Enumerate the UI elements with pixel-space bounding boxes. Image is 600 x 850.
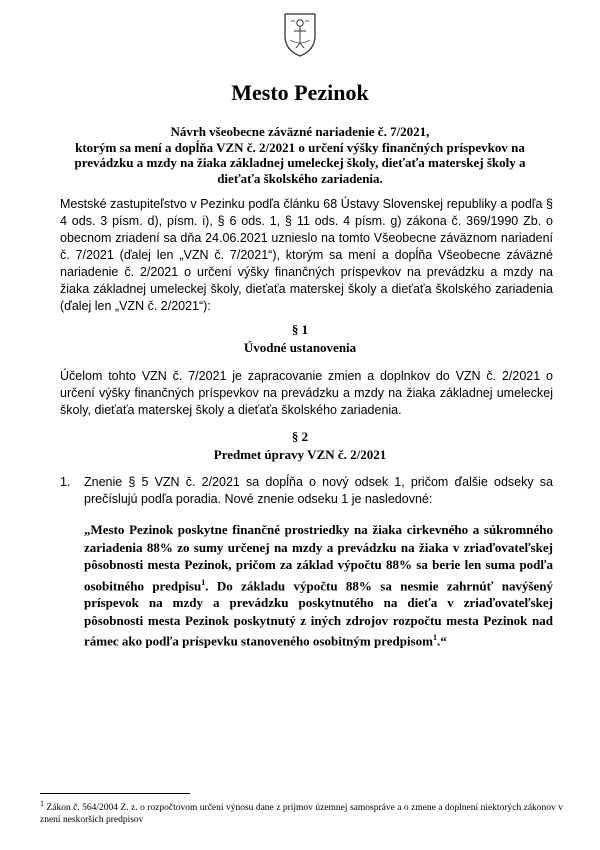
quote-part-2: . Do základu výpočtu 88% sa nesmie zahrnúť navýšený príspevok na mzdy a prevádzku poskytnutého na dieťa v zriaďovateľskej pôsobnosti mesta Pezinok poskytnutý z iných zdrojov rozpočtu mesta Pezinok nad rámec ako podľa príspevku stanoveného osobitným predpisom — [84, 577, 553, 649]
quote-part-3: .“ — [436, 633, 447, 649]
coat-of-arms-icon — [281, 10, 319, 58]
footnote-text: Zákon č. 564/2004 Z. z. o rozpočtovom určení výnosu dane z príjmov územnej samospráve a o zmene a doplnení niektorých zákonov v znení neskorších predpisov — [40, 803, 563, 826]
footnote-ref: 1 — [432, 633, 437, 643]
footnote — [40, 798, 563, 826]
list-item — [60, 474, 553, 508]
quote-part-1: „Mesto Pezinok poskytne finančné prostriedky na žiaka cirkevného a súkromného zariadenia 88% zo sumy určenej na mzdy a prevádzku na žiaka v zriaďovateľskej pôsobnosti mesta Pezinok, pričom za základ výpočtu 88% sa berie len suma podľa osobitného predpisu — [84, 522, 553, 593]
section-1-text: Účelom tohto VZN č. 7/2021 je zapracovanie zmien a doplnkov do VZN č. 2/2021 o určení výšky finančných príspevkov na prevádzku a mzdy na žiaka základnej umeleckej školy, dieťaťa materskej školy a dieťaťa školského zariadenia. — [60, 369, 553, 417]
section-2-title: Predmet úpravy VZN č. 2/2021 — [213, 447, 387, 462]
list-item-number: 1. — [60, 475, 71, 489]
footnote-divider — [40, 793, 190, 794]
list-item-text: Znenie § 5 VZN č. 2/2021 sa dopĺňa o nový odsek 1, pričom ďalšie odseky sa prečíslujú podľa poradia. Nové znenie odseku 1 je nasledovné: — [84, 475, 553, 506]
heading-line: prevádzku a mzdy na žiaka základnej umeleckej školy, dieťaťa materskej školy a — [74, 155, 526, 170]
section-1-title: Úvodné ustanovenia — [243, 340, 357, 355]
intro-paragraph: Mestské zastupiteľstvo v Pezinku podľa článku 68 Ústavy Slovenskej republiky a podľa § 4 ods. 3 písm. d), písm. i), § 6 ods. 1, § 11 ods. 4 písm. g) zákona č. 369/1990 Zb. o obecnom zriadení sa dňa 24.06.2021 uznieslo na tomto Všeobecne záväznom nariadení č. 7/2021 (ďalej len „VZN č. 7/2021“), ktorým sa mení a dopĺňa Všeobecne záväzné nariadenie č. 2/2021 o určení výšky finančných príspevkov na prevádzku a mzdy na žiaka základnej umeleckej školy, dieťaťa materskej školy a dieťaťa školského zariadenia (ďalej len „VZN č. 2/2021“): — [60, 197, 553, 313]
section-1-number: § 1 — [291, 322, 309, 337]
footnote-ref: 1 — [201, 577, 206, 587]
amendment-quote — [84, 521, 553, 650]
document-heading — [60, 124, 540, 186]
section-2-number: § 2 — [291, 429, 309, 444]
heading-line: ktorým sa mení a dopĺňa VZN č. 2/2021 o určení výšky finančných príspevkov na — [75, 139, 525, 155]
heading-line: dieťaťa školského zariadenia. — [217, 170, 383, 186]
heading-line: Návrh všeobecne záväzné nariadenie č. 7/2021, — [170, 124, 430, 139]
page-title: Mesto Pezinok — [231, 80, 369, 105]
footnote-mark: 1 — [40, 799, 44, 808]
